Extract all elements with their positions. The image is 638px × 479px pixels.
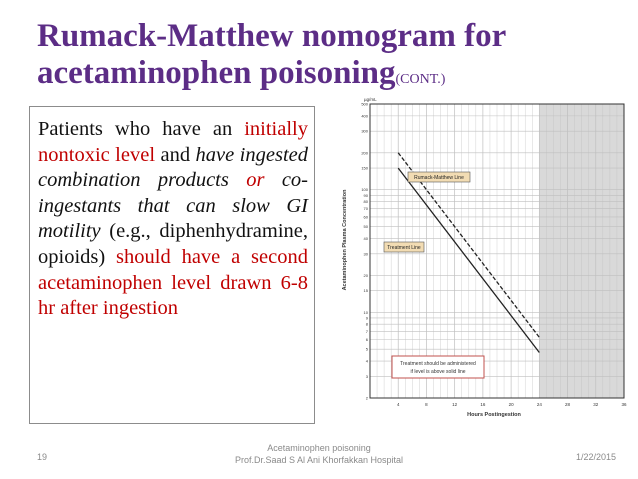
footer-author: Prof.Dr.Saad S Al Ani Khorfakkan Hospital	[234, 455, 404, 465]
x-axis-label: Hours Postingestion	[467, 412, 521, 418]
x-tick-label: 24	[536, 402, 542, 407]
y-tick-label: 90	[363, 192, 368, 198]
title-line-1: Rumack-Matthew nomogram for	[37, 18, 507, 54]
y-tick-label: 15	[363, 288, 368, 294]
body-seg-6: co-ingestants that can slow GI motility	[38, 169, 308, 243]
treatment-note-box	[392, 356, 484, 378]
page-number: 19	[37, 452, 48, 462]
y-tick-label: 500	[361, 101, 368, 107]
y-tick-label: 60	[363, 214, 368, 220]
y-tick-label: 40	[363, 235, 368, 241]
body-paragraph	[38, 117, 308, 322]
treatment-note-line-1: Treatment should be administered	[400, 361, 476, 367]
body-seg-1: Patients who have an	[38, 118, 245, 140]
y-unit-label: µg/mL	[364, 97, 377, 102]
rumack-label-box	[408, 172, 470, 182]
x-tick-label: 32	[593, 402, 599, 407]
nomogram-chart	[334, 90, 632, 418]
nomogram-figure	[334, 90, 632, 418]
x-tick-label: 8	[425, 402, 428, 407]
y-tick-label: 3	[365, 373, 368, 379]
body-seg-8: should have a second acetaminophen level drawn 6-8 hr after ingestion	[38, 245, 308, 320]
y-tick-label: 70	[363, 206, 368, 212]
x-tick-label: 36	[621, 402, 627, 407]
treatment-label: Treatment Line	[387, 245, 421, 251]
x-tick-label: 20	[508, 402, 514, 407]
y-axis-label: Acetaminophen Plasma Concentration	[342, 189, 348, 291]
y-tick-label: 9	[365, 315, 368, 321]
body-seg-4: have ingested combination products	[38, 143, 308, 192]
y-tick-label: 30	[363, 251, 368, 257]
rumack-label: Rumack-Matthew Line	[414, 175, 464, 181]
body-text-box	[29, 106, 315, 424]
y-tick-label: 20	[363, 272, 368, 278]
body-seg-3: and	[155, 143, 196, 166]
y-tick-label: 7	[365, 328, 368, 334]
y-tick-label: 400	[361, 113, 368, 119]
body-seg-7: (e.g., diphenhydramine, opioids)	[38, 220, 308, 268]
y-tick-label: 80	[363, 199, 368, 205]
x-tick-label: 28	[565, 402, 571, 407]
y-tick-label: 4	[365, 358, 368, 364]
title-suffix: (CONT.)	[395, 72, 446, 87]
body-seg-5: or	[246, 169, 265, 192]
footer-date: 1/22/2015	[575, 452, 616, 462]
treatment-label-box	[384, 242, 424, 252]
y-tick-label: 10	[363, 309, 368, 315]
x-tick-label: 4	[396, 402, 400, 407]
body-seg-2: initially nontoxic level	[38, 118, 308, 166]
y-tick-label: 8	[365, 321, 368, 327]
x-tick-label: 12	[452, 402, 458, 407]
y-tick-labels	[361, 102, 368, 401]
treatment-note-line-2: if level is above solid line	[410, 369, 466, 375]
y-tick-label: 50	[363, 224, 368, 230]
title-line-2-main: acetaminophen poisoning	[37, 55, 396, 91]
y-tick-label: 5	[365, 346, 368, 352]
y-tick-label: 2	[365, 395, 368, 401]
y-tick-label: 6	[365, 337, 368, 343]
footer-title: Acetaminophen poisoning	[267, 443, 371, 453]
x-tick-labels	[397, 402, 627, 407]
y-tick-label: 200	[361, 150, 368, 156]
x-tick-label: 16	[480, 402, 486, 407]
y-tick-label: 150	[361, 165, 368, 171]
y-tick-label: 300	[361, 128, 368, 134]
slide-title	[37, 18, 627, 98]
y-tick-label: 100	[361, 187, 368, 193]
footer-center	[200, 442, 438, 466]
